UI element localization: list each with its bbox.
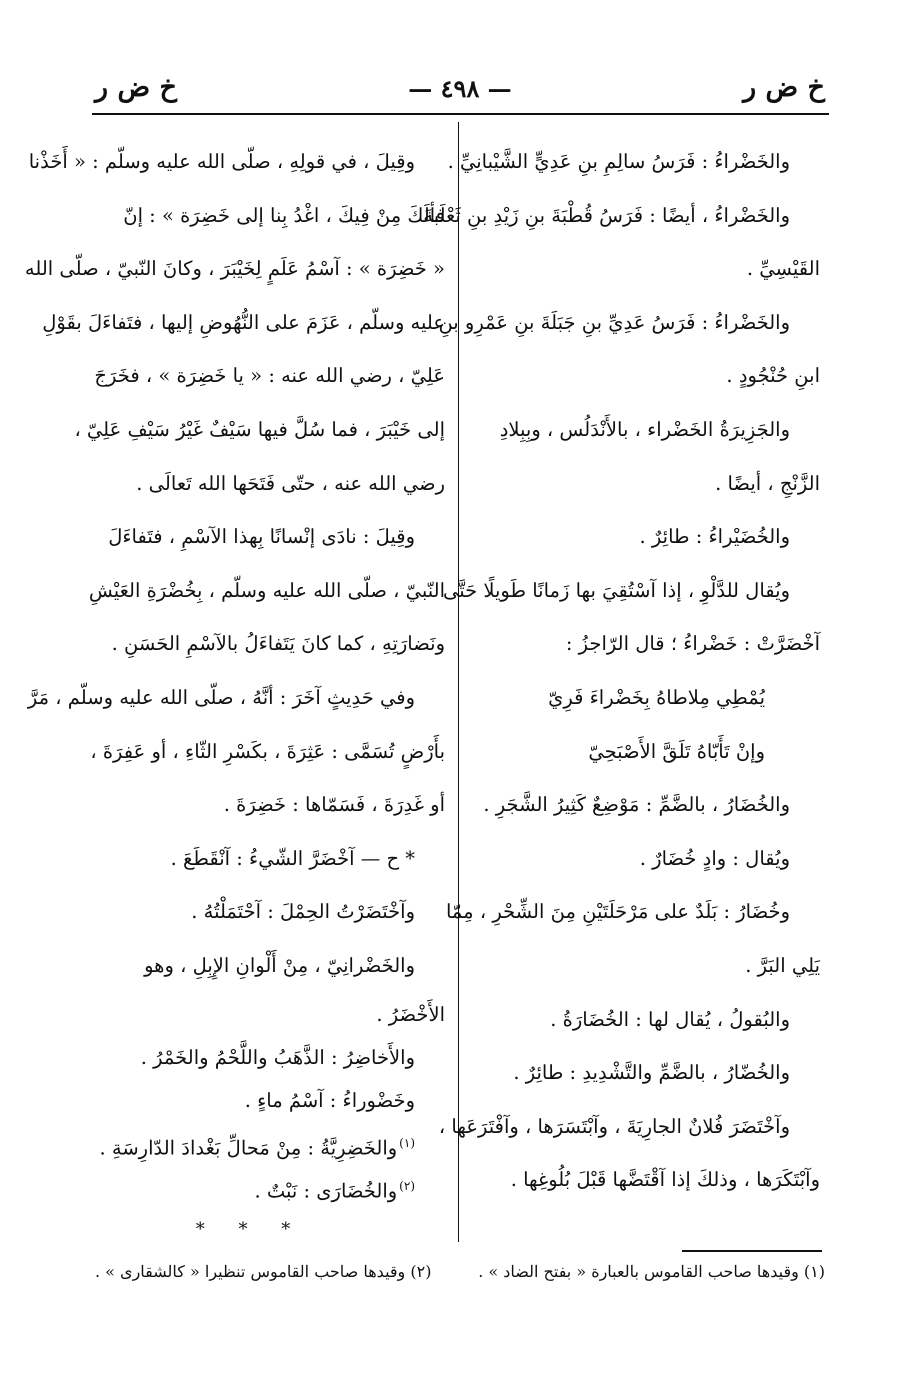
text-line: الزَّنْجِ ، أيضًا . (715, 471, 820, 495)
text-line: وفي حَدِيثٍ آخَرَ : أنَّهُ ، صلّى الله عليه وسلّم ، مَرَّ (27, 685, 415, 709)
text-line-with-footnote (95, 1165, 445, 1208)
page-header (95, 72, 825, 112)
text-line: وقِيلَ ، في قولِهِ ، صلّى الله عليه وسلّم : « أَخَذْنا (28, 150, 415, 173)
text-line: وآخْتَضَرَ فُلانٌ الجارِيَةَ ، وآبْتَسَرَها ، وآفْتَرَعَها ، (438, 1114, 790, 1138)
text-line: والخَضْراءُ : فَرَسُ عَدِيِّ بنِ جَبَلَةَ بنِ عَمْرِو بنِ (438, 310, 790, 334)
text-line: « خَضِرَة » : آسْمُ عَلَمٍ لِخَيْبَرَ ، وكانَ النّبيّ ، صلّى الله (24, 257, 445, 281)
text-line: ويُقال للدَّلْوِ ، إذا آسْتُقِيَ بها زَمانًا طَويلًا حَتَّى (442, 578, 790, 602)
text-line: والخُضَيْراءُ : طائِرٌ . (639, 525, 790, 549)
text-line: والجَزِيرَةُ الخَضْراء ، بالأَنْدَلُس ، وبِبِلادِ (499, 417, 790, 441)
text-line: * ح — آخْضَرَّ الشّيءُ : آنْقَطَعَ . (170, 846, 415, 870)
text-line: والخَضْرانِيّ ، مِنْ أَلْوانِ الإِبِلِ ، وهو (144, 953, 415, 977)
text-line: والخَضِرِيَّةُ : مِنْ مَحالِّ بَغْدادَ الدّارِسَةِ . (99, 1136, 398, 1159)
footnote-marker: (٢) (399, 1178, 415, 1193)
footnote-marker: (١) (399, 1135, 415, 1150)
text-line: ابنِ حُنْجُودٍ . (726, 364, 820, 388)
text-line: والخَضْراءُ ، أيضًا : فَرَسُ قُطْبَةَ بنِ زَيْدِ بنِ ثَعْلَبةَ (423, 203, 790, 227)
verse-line: وإنْ تَأَبّاهُ تَلَقَّ الأَصْبَحِيّ (588, 739, 765, 763)
text-line: بأَرْضٍ تُسَمَّى : عَثِرَةَ ، بكَسْرِ الثّاءِ ، أو عَفِرَةَ ، (90, 739, 445, 763)
section-separator: * * * (195, 1218, 305, 1240)
text-line: آخْضَرَّتْ : خَضْراءُ ؛ قال الرّاجزُ : (565, 632, 820, 656)
text-line-with-footnote (95, 1122, 445, 1165)
header-rule (92, 113, 829, 115)
text-line: والخُضَارَى : نَبْتٌ . (254, 1179, 398, 1202)
text-line: رضي الله عنه ، حتّى فَتَحَها الله تَعالَى . (136, 471, 445, 495)
footnote-2: (٢) وقيدها صاحب القاموس تنظيرا « كالشقارى » . (95, 1262, 432, 1281)
text-line: وخُضَارُ : بَلَدٌ على مَرْحَلَتَيْنِ مِنَ الشِّحْرِ ، مِمّا (445, 900, 790, 924)
text-line: النّبيّ ، صلّى الله عليه وسلّم ، بِخُضْرَةِ العَيْشِ (88, 578, 445, 602)
text-line: وقِيلَ : نادَى إنْسانًا بِهذا الآسْمِ ، فتَفاءَلَ (108, 525, 415, 549)
verse-line: يُمْطِي مِلاطاهُ بِخَضْراءَ فَرِيّ (548, 685, 765, 709)
page-number: — ٤٩٨ — (408, 74, 512, 103)
text-line: الأَخْضَرُ . (376, 1002, 445, 1026)
text-line: عليه وسلّم ، عَزَمَ على النُّهُوضِ إليها ، فتَفاءَلَ بقَوْلِ (42, 310, 445, 334)
text-line: يَلِي البَرَّ . (745, 953, 820, 977)
text-line: والخَضْراءُ : فَرَسُ سالِمِ بنِ عَدِيٍّ الشَّيْبانِيِّ . (447, 150, 790, 173)
text-line: عَلِيّ ، رضي الله عنه : « يا خَضِرَة » ، فخَرَجَ (94, 364, 445, 388)
left-column (24, 135, 445, 1251)
footnotes (95, 1262, 825, 1302)
header-root-left: خ ض ر (95, 72, 177, 103)
text-line: أو غَدِرَةَ ، فَسَمّاها : خَضِرَةَ . (223, 793, 445, 817)
text-line: والبُقولُ ، يُقال لها : الخُضَارَةُ . (550, 1007, 790, 1031)
right-column (423, 135, 820, 1207)
text-line: ويُقال : وادٍ خُضَارٌ . (639, 846, 790, 870)
text-line: وخَضْوراءُ : آسْمُ ماءٍ . (244, 1088, 415, 1112)
text-line: وآبْتَكَرَها ، وذلكَ إذا آقْتَضَّها قَبْلَ بُلُوغِها . (510, 1168, 820, 1192)
footnote-1: (١) وقيدها صاحب القاموس بالعبارة « بفتح الضاد » . (478, 1262, 825, 1281)
footnote-rule (682, 1250, 822, 1252)
text-line: والخُضّارُ ، بالضَّمِّ والتَّشْدِيدِ : طائِرٌ . (513, 1061, 790, 1085)
column-divider (458, 122, 459, 1242)
text-line: والخُضَارُ ، بالضَّمِّ : مَوْضِعٌ كَثِيرُ الشَّجَرِ . (483, 793, 790, 817)
text-line: والأَخاضِرُ : الذَّهَبُ واللَّحْمُ والخَمْرُ . (140, 1045, 415, 1069)
text-line: القَيْسِيِّ . (746, 257, 820, 281)
text-line: إلى خَيْبَرَ ، فما سُلَّ فيها سَيْفٌ غَيْرُ سَيْفِ عَلِيّ ، (74, 417, 445, 441)
text-line: فألَكَ مِنْ فِيكَ ، اغْدُ بِنا إلى خَضِرَة » : إنّ (123, 203, 445, 227)
text-line: ونَضارَتِهِ ، كما كانَ يَتَفاءَلُ بالآسْمِ الحَسَنِ . (111, 632, 445, 656)
text-line: وآخْتَضَرْتُ الحِمْلَ : آحْتَمَلْتُهُ . (191, 900, 415, 924)
header-root-right: خ ض ر (743, 72, 825, 103)
